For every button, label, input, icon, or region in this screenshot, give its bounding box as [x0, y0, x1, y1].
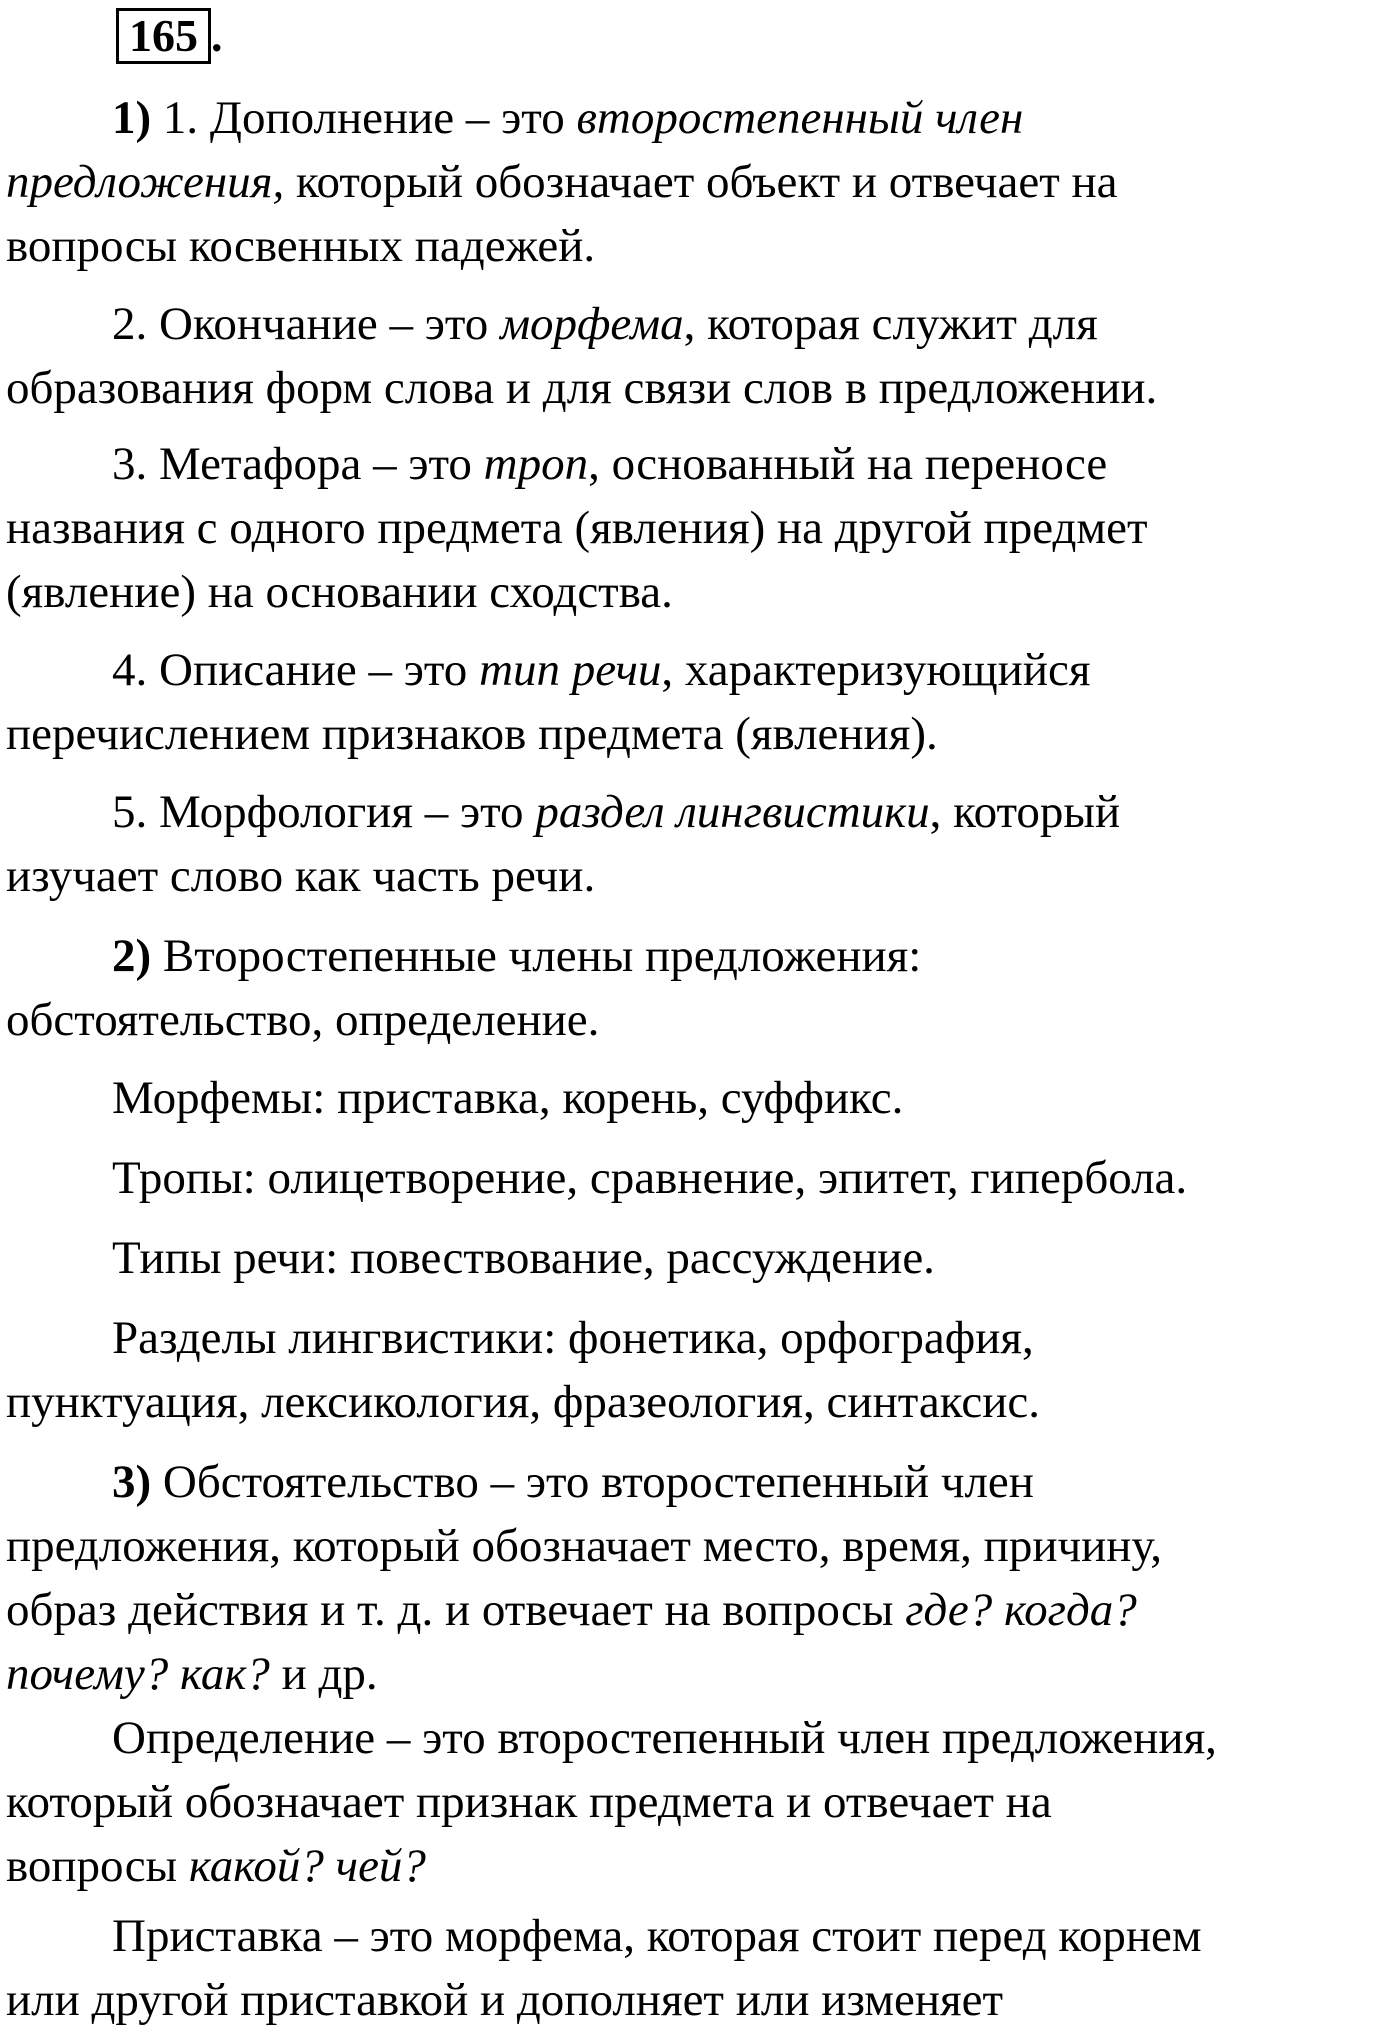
term: морфема [500, 298, 684, 350]
term: раздел лингвистики [535, 786, 930, 838]
text-line: который обозначает признак предмета и отвечает на [6, 1776, 1052, 1828]
text-line: изучает слово как часть речи. [6, 850, 596, 902]
text-line: Тропы: олицетворение, сравнение, эпитет, гипербола. [112, 1152, 1188, 1204]
exercise-number-box: 165 [116, 8, 211, 64]
part3-pristavka [6, 1904, 1394, 2032]
part1-item3 [6, 432, 1394, 624]
part3-marker: 3) [112, 1456, 152, 1508]
part2-marker: 2) [112, 930, 152, 982]
term: второстепенный член [576, 92, 1024, 144]
text-line: 1) 1. Дополнение – это второстепенный член [112, 92, 1024, 144]
text-line: предложения, который обозначает объект и отвечает на [6, 156, 1118, 208]
part2-morphemes [6, 1066, 1394, 1130]
text-line: образования форм слова и для связи слов в предложении. [6, 362, 1158, 414]
part2-intro [6, 924, 1394, 1052]
text-line: пунктуация, лексикология, фразеология, синтаксис. [6, 1376, 1040, 1428]
text-line: предложения, который обозначает место, время, причину, [6, 1520, 1162, 1572]
text-line: почему? как? и др. [6, 1648, 378, 1700]
text-line: Определение – это второстепенный член предложения, [112, 1712, 1217, 1764]
term: троп [483, 438, 589, 490]
question-words: почему? как? [6, 1648, 270, 1700]
text-line: 3. Метафора – это троп, основанный на переносе [112, 438, 1108, 490]
text-line: (явление) на основании сходства. [6, 566, 673, 618]
text-line: 5. Морфология – это раздел лингвистики, который [112, 786, 1121, 838]
text-line: или другой приставкой и дополняет или изменяет [6, 1974, 1004, 2026]
part2-tropes [6, 1146, 1394, 1210]
part1-item5 [6, 780, 1394, 908]
term: тип речи [479, 644, 662, 696]
text-line: вопросы косвенных падежей. [6, 220, 596, 272]
question-words: где? когда? [905, 1584, 1137, 1636]
exercise-number [116, 8, 223, 64]
text-line: названия с одного предмета (явления) на другой предмет [6, 502, 1148, 554]
text-line: 2. Окончание – это морфема, которая служит для [112, 298, 1098, 350]
part1-marker: 1) [112, 92, 152, 144]
part1-item4 [6, 638, 1394, 766]
text-line: образ действия и т. д. и отвечает на вопросы где? когда? [6, 1584, 1137, 1636]
term: предложения, [6, 156, 285, 208]
question-words: какой? чей? [188, 1840, 426, 1892]
exercise-number-dot: . [211, 10, 223, 61]
part2-speech-types [6, 1226, 1394, 1290]
text-line: обстоятельство, определение. [6, 994, 600, 1046]
text-line: 2) Второстепенные члены предложения: [112, 930, 922, 982]
text-line: Типы речи: повествование, рассуждение. [112, 1232, 935, 1284]
text-line: Разделы лингвистики: фонетика, орфография, [112, 1312, 1034, 1364]
part2-sections [6, 1306, 1394, 1434]
text-line: Морфемы: приставка, корень, суффикс. [112, 1072, 904, 1124]
text-line: 4. Описание – это тип речи, характеризующийся [112, 644, 1091, 696]
part1-item2 [6, 292, 1394, 420]
text-line: вопросы какой? чей? [6, 1840, 426, 1892]
text-line: 3) Обстоятельство – это второстепенный член [112, 1456, 1034, 1508]
text-line: перечислением признаков предмета (явления). [6, 708, 938, 760]
part1-item1 [6, 86, 1394, 278]
part3-opredelenie [6, 1706, 1394, 1898]
text-line: Приставка – это морфема, которая стоит перед корнем [112, 1910, 1202, 1962]
part3-obstoyatelstvo [6, 1450, 1394, 1706]
